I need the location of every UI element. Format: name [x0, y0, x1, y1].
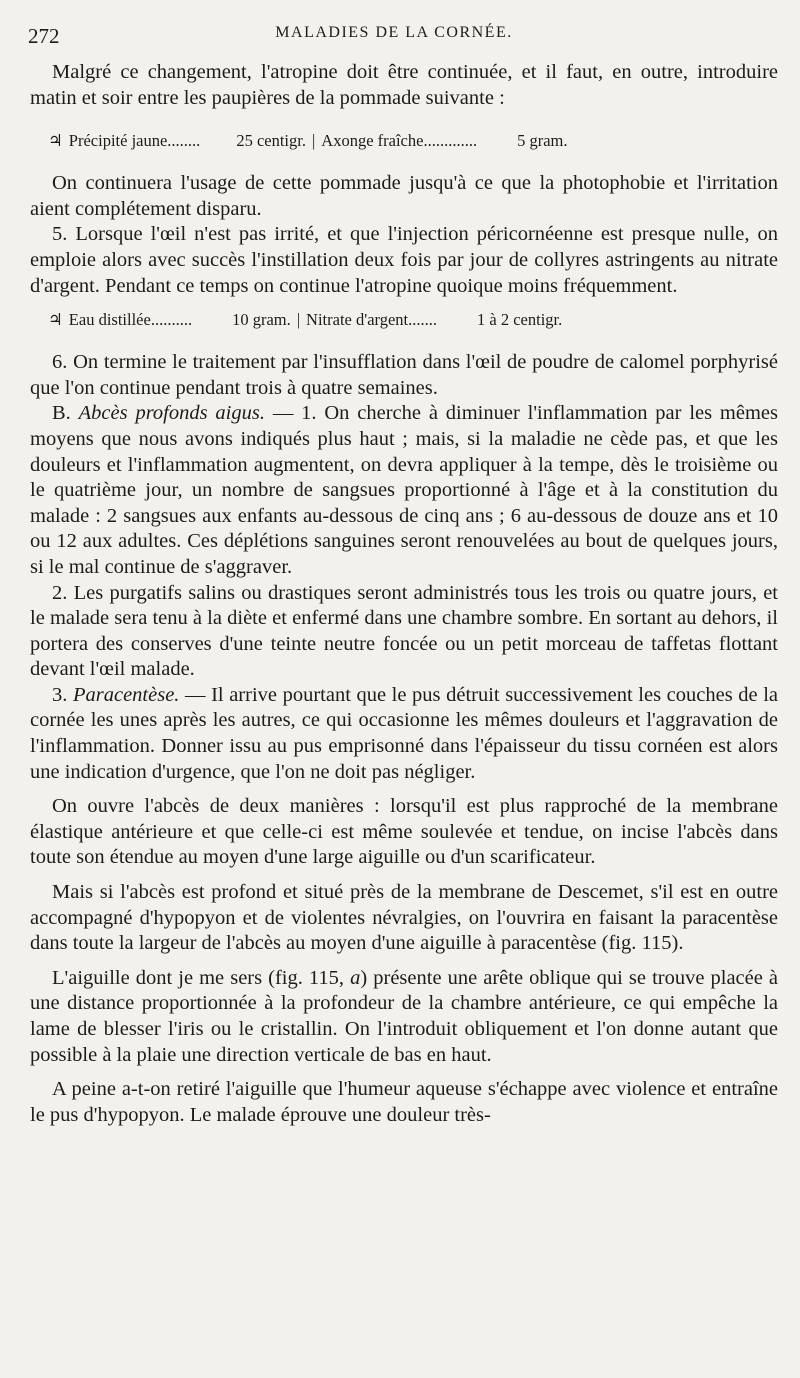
section-title: Abcès profonds aigus. [78, 402, 265, 425]
section-text: — Il arrive pourtant que le pus détruit successivement les couches de la cornée les unes après les autres, ce qui occasionne les mêmes douleurs et l'aggravation de l'inflammation. Donner issu au pus emprisonné dans l'épaisseur du tissu cornéen est alors une indication d'urgence, que l'on ne doit pas négliger. [30, 683, 778, 783]
formula-dose: 25 centigr. [236, 131, 306, 151]
paragraph: Malgré ce changement, l'atropine doit être continuée, et il faut, en outre, introduire matin et soir entre les paupières de la pommade suivante : [30, 61, 778, 109]
paragraph: 2. Les purgatifs salins ou drastiques seront administrés tous les trois ou quatre jours, et le malade sera tenu à la diète et enfermé dans une chambre sombre. En sortant au dehors, il portera des conserves d'une teinte neutre foncée ou un petit morceau de taffetas flottant devant l'œil malade. [30, 581, 778, 681]
page-header [28, 18, 760, 48]
paragraph: Mais si l'abcès est profond et situé près de la membrane de Descemet, s'il est en outre accompagné d'hypopyon et de violentes névralgies, on l'ouvrira en faisant la paracentèse dans toute la largeur de l'abcès au moyen d'une aiguille à paracentèse (fig. 115). [30, 881, 778, 955]
paragraph [30, 401, 778, 580]
formula-separator: | [296, 310, 301, 330]
formula-item: Précipité jaune........ [68, 131, 201, 151]
paragraph: A peine a-t-on retiré l'aiguille que l'humeur aqueuse s'échappe avec violence et entraîne le pus d'hypopyon. Le malade éprouve une douleur très- [30, 1078, 778, 1126]
figure-letter: a [350, 966, 361, 989]
section-text: — 1. On cherche à diminuer l'inflammation par les mêmes moyens que nous avons indiqués plus haut ; mais, si la maladie ne cède pas, et que les douleurs et l'inflammation augmentent, on devra appliquer à la tempe, dès le troisième ou le quatrième jour, un nombre de sangsues proportionné à l'âge et à la constitution du malade : 2 sangsues aux enfants au-dessous de cinq ans ; 6 au-dessous de douze ans et 10 ou 12 aux adultes. Ces déplétions sanguines seront renouvelées au bout de quelques jours, si le mal continue de s'aggraver. [30, 402, 778, 578]
formula-dose: 5 gram. [517, 131, 568, 151]
formula-item: Eau distillée.......... [68, 310, 193, 330]
page-number: 272 [28, 24, 60, 48]
formula-separator: | [311, 131, 316, 151]
prescription-formula-2 [30, 308, 778, 332]
recipe-symbol: ♃ [48, 131, 63, 151]
prescription-formula-1 [30, 129, 778, 153]
formula-dose: 1 à 2 centigr. [477, 310, 563, 330]
paragraph-text: L'aiguille dont je me sers (fig. 115, [52, 966, 351, 989]
paragraph-text: ) présente une arête oblique qui se trouve placée à une distance proportionnée à la profondeur de la chambre antérieure, ce qui empêche la lame de blesser l'iris ou le cristallin. On l'introduit obliquement et l'on donne autant que possible à la plaie une direction verticale de bas en haut. [30, 966, 778, 1066]
formula-dose: 10 gram. [232, 310, 291, 330]
section-title: Paracentèse. [72, 683, 180, 706]
paragraph: On ouvre l'abcès de deux manières : lorsqu'il est plus rapproché de la membrane élastique antérieure et que celle-ci est même soulevée et tendue, on incise l'abcès dans toute son étendue au moyen d'une large aiguille ou d'un scarificateur. [30, 795, 778, 869]
paragraph [30, 966, 778, 1068]
formula-item: Axonge fraîche............. [321, 131, 478, 151]
paragraph: 6. On termine le traitement par l'insufflation dans l'œil de poudre de calomel porphyrisé que l'on continue pendant trois à quatre semaines. [30, 351, 778, 399]
recipe-symbol: ♃ [48, 310, 63, 330]
running-title: MALADIES DE LA CORNÉE. [275, 24, 513, 41]
page-body [30, 60, 778, 1128]
paragraph: On continuera l'usage de cette pommade jusqu'à ce que la photophobie et l'irritation aient complétement disparu. [30, 172, 778, 220]
section-lead: 3. [52, 683, 68, 706]
paragraph: 5. Lorsque l'œil n'est pas irrité, et que l'injection péricornéenne est presque nulle, on emploie alors avec succès l'instillation deux fois par jour de collyres astringents au nitrate d'argent. Pendant ce temps on continue l'atropine quoique moins fréquemment. [30, 223, 778, 297]
section-lead: B. [52, 402, 71, 425]
paragraph [30, 683, 778, 785]
formula-item: Nitrate d'argent....... [306, 310, 438, 330]
